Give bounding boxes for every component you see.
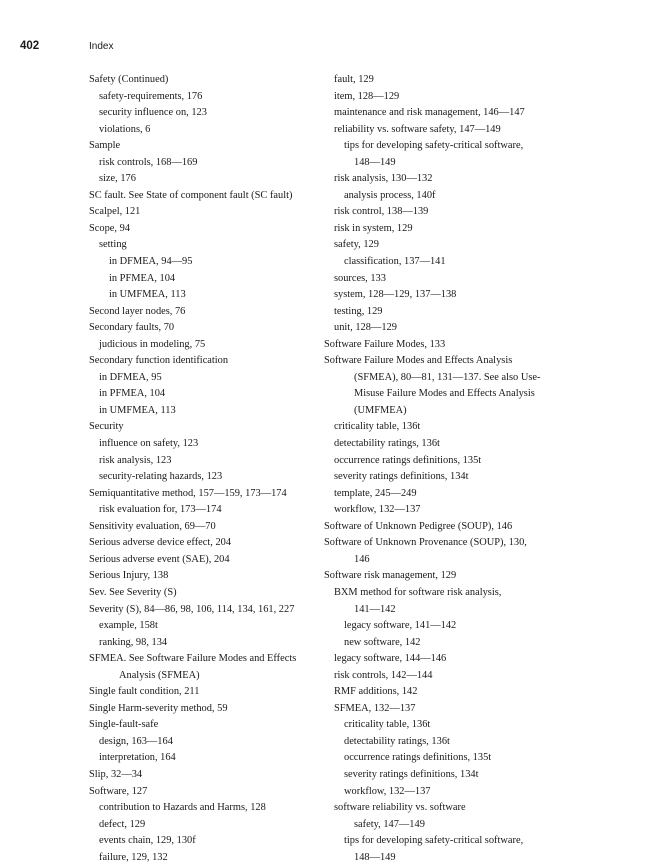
index-entry: Single-fault-safe [89,719,159,731]
index-entry: 141—142 [354,603,396,615]
index-entry: Scalpel, 121 [89,206,141,218]
index-entry: Software Failure Modes and Effects Analysis [324,355,513,367]
index-entry: testing, 129 [334,305,383,317]
index-entry: workflow, 132—137 [334,504,421,516]
index-entry: contribution to Hazards and Harms, 128 [99,802,266,814]
index-entry: template, 245—249 [334,487,417,499]
index-entry: in PFMEA, 104 [99,388,166,400]
index-entry: Serious adverse event (SAE), 204 [89,553,230,565]
index-entry: risk control, 138—139 [334,206,429,218]
index-entry: criticality table, 136t [334,421,421,433]
index-entry: violations, 6 [99,123,151,135]
index-entry: size, 176 [99,173,136,185]
page-header [0,40,648,56]
index-entry: Semiquantitative method, 157—159, 173—174 [89,487,287,499]
index-entry: tips for developing safety-critical software, [344,140,524,152]
index-entry: SFMEA, 132—137 [334,702,416,714]
index-entry: Single fault condition, 211 [89,686,200,698]
index-entry: security influence on, 123 [99,107,207,119]
index-entry: criticality table, 136t [344,719,431,731]
index-entry: Sensitivity evaluation, 69—70 [89,520,216,532]
index-entry: Slip, 32—34 [89,768,143,780]
index-entry: risk in system, 129 [334,222,413,234]
index-entry: software reliability vs. software [334,802,466,814]
index-entry: in PFMEA, 104 [109,272,176,284]
index-entry: Serious Injury, 138 [89,570,169,582]
index-entry: Software risk management, 129 [324,570,457,582]
index-entry: detectability ratings, 136t [344,735,450,747]
index-entry: influence on safety, 123 [99,438,199,450]
index-entry: design, 163—164 [99,735,173,747]
index-entry: Security [89,421,124,433]
index-entry: Misuse Failure Modes and Effects Analysis [354,388,535,400]
index-entry: sources, 133 [334,272,386,284]
index-entry: Secondary function identification [89,355,229,367]
index-column-right [324,72,546,866]
index-entry: severity ratings definitions, 134t [344,768,479,780]
index-entry: fault, 129 [334,74,374,85]
index-entry: Sample [89,140,121,152]
index-entry: judicious in modeling, 75 [99,338,206,350]
index-entry: risk analysis, 130—132 [334,173,433,185]
index-entry: occurrence ratings definitions, 135t [344,752,492,764]
index-entry: Safety (Continued) [89,74,169,85]
index-entry: risk controls, 142—144 [334,669,433,681]
index-entry: legacy software, 141—142 [344,620,457,632]
index-entry: setting [99,239,127,251]
index-entry: RMF additions, 142 [334,686,418,698]
index-entry: (UMFMEA) [354,404,407,416]
index-entry: 148—149 [354,156,396,168]
index-entry: new software, 142 [344,636,421,648]
index-entry: in DFMEA, 95 [99,371,162,383]
index-entry: Software Failure Modes, 133 [324,338,446,350]
index-entry: risk controls, 168—169 [99,156,198,168]
index-entry: Scope, 94 [89,222,130,234]
index-entry: risk analysis, 123 [99,454,172,466]
index-entry: Software, 127 [89,785,148,797]
index-entry: example, 158t [99,620,158,632]
index-entry: occurrence ratings definitions, 135t [334,454,482,466]
index-entry: risk evaluation for, 173—174 [99,504,222,516]
index-entry: defect, 129 [99,818,146,830]
index-entry: detectability ratings, 136t [334,438,440,450]
index-entry: tips for developing safety-critical software, [344,835,524,847]
index-entry: maintenance and risk management, 146—147 [334,107,525,119]
index-entry: failure, 129, 132 [99,851,168,863]
index-entry: Second layer nodes, 76 [89,305,186,317]
index-entry: 146 [354,553,370,565]
index-entry: classification, 137—141 [344,256,446,268]
index-entry: Severity (S), 84—86, 98, 106, 114, 134, 161, 227 [89,603,295,615]
index-entry: analysis process, 140f [344,189,436,201]
index-entry: Software of Unknown Pedigree (SOUP), 146 [324,520,513,532]
index-entry: interpretation, 164 [99,752,176,764]
index-entry: system, 128—129, 137—138 [334,289,457,301]
index-entry: Single Harm-severity method, 59 [89,702,228,714]
index-entry: (SFMEA), 80—81, 131—137. See also Use- [354,371,541,383]
index-entry: severity ratings definitions, 134t [334,471,469,483]
index-entry: SC fault. See State of component fault (SC fault) [89,189,293,201]
index-entry: Secondary faults, 70 [89,322,175,334]
index-entry: safety-requirements, 176 [99,90,203,102]
index-entry: Software of Unknown Provenance (SOUP), 130, [324,537,527,549]
index-entry: Analysis (SFMEA) [119,669,200,681]
index-column-left [89,72,311,866]
index-entry: legacy software, 144—146 [334,653,447,665]
page-number: 402 [20,40,40,52]
index-entry: 148—149 [354,851,396,863]
index-entry: in UMFMEA, 113 [109,289,186,301]
index-entry: reliability vs. software safety, 147—149 [334,123,501,135]
index-entry: security-relating hazards, 123 [99,471,223,483]
index-entry: Serious adverse device effect, 204 [89,537,232,549]
index-entry: in UMFMEA, 113 [99,404,176,416]
index-entry: unit, 128—129 [334,322,397,334]
index-entry: BXM method for software risk analysis, [334,586,502,598]
index-entry: Sev. See Severity (S) [89,586,177,598]
index-entry: events chain, 129, 130f [99,835,196,847]
index-entry: SFMEA. See Software Failure Modes and Effects [89,653,297,665]
index-entry: workflow, 132—137 [344,785,431,797]
index-entry: ranking, 98, 134 [99,636,168,648]
index-entry: safety, 129 [334,239,379,251]
running-head: Index [89,41,114,52]
index-entry: item, 128—129 [334,90,400,102]
index-entry: in DFMEA, 94—95 [109,256,193,268]
index-entry: safety, 147—149 [354,818,425,830]
